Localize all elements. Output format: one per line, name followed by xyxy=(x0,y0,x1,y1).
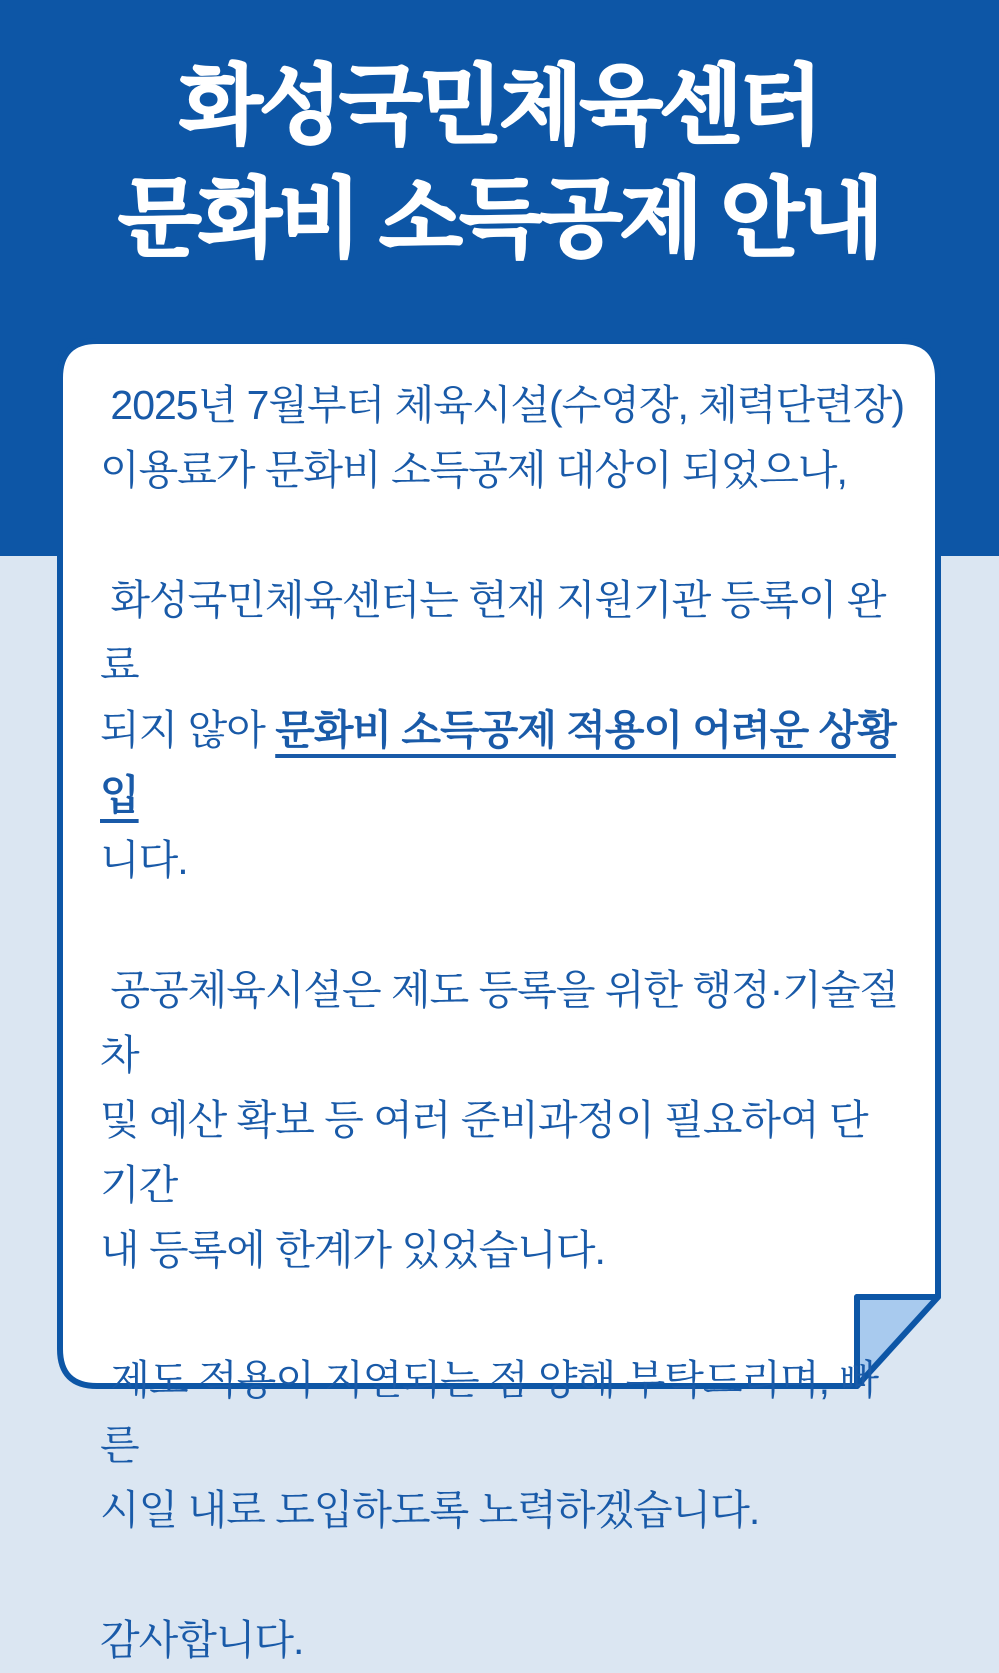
paragraph xyxy=(100,568,905,893)
text-segment: 화성국민체육센터는 현재 지원기관 등록이 완료 xyxy=(100,577,886,688)
text-line xyxy=(100,1088,905,1218)
poster-title-line2: 문화비 소득공제 안내 xyxy=(118,171,881,267)
text-line xyxy=(100,1478,905,1543)
text-segment: 되지 않아 xyxy=(100,707,276,753)
poster-title xyxy=(0,50,999,276)
paragraph xyxy=(100,1348,905,1543)
text-segment: 니다. xyxy=(100,837,188,883)
text-line xyxy=(100,438,905,503)
text-segment: 이용료가 문화비 소득공제 대상이 되었으나, xyxy=(100,447,847,493)
text-segment: 내 등록에 한계가 있었습니다. xyxy=(100,1227,605,1273)
text-line xyxy=(100,568,905,698)
text-line xyxy=(100,698,905,828)
emphasized-underlined-text: 문화비 소득공제 적용이 어려운 상황입 xyxy=(100,707,896,818)
text-segment: 제도 적용이 지연되는 점 양해 부탁드리며, 빠른 xyxy=(100,1357,879,1468)
text-line xyxy=(100,828,905,893)
paragraph xyxy=(100,1608,905,1673)
text-line xyxy=(100,958,905,1088)
paragraph xyxy=(100,958,905,1283)
text-segment: 2025년 7월부터 체육시설(수영장, 체력단련장) xyxy=(100,382,904,428)
poster-title-line1: 화성국민체육센터 xyxy=(179,58,820,154)
card-paragraphs xyxy=(100,373,905,1663)
text-line xyxy=(100,1608,905,1673)
text-line xyxy=(100,1218,905,1283)
text-line xyxy=(100,1348,905,1478)
text-segment: 감사합니다. xyxy=(100,1617,304,1663)
paragraph xyxy=(100,373,905,503)
text-segment: 공공체육시설은 제도 등록을 위한 행정·기술절차 xyxy=(100,967,899,1078)
notice-card xyxy=(57,338,941,1663)
text-segment: 시일 내로 도입하도록 노력하겠습니다. xyxy=(100,1487,760,1533)
text-segment: 및 예산 확보 등 여러 준비과정이 필요하여 단기간 xyxy=(100,1097,868,1208)
text-line xyxy=(100,373,905,438)
